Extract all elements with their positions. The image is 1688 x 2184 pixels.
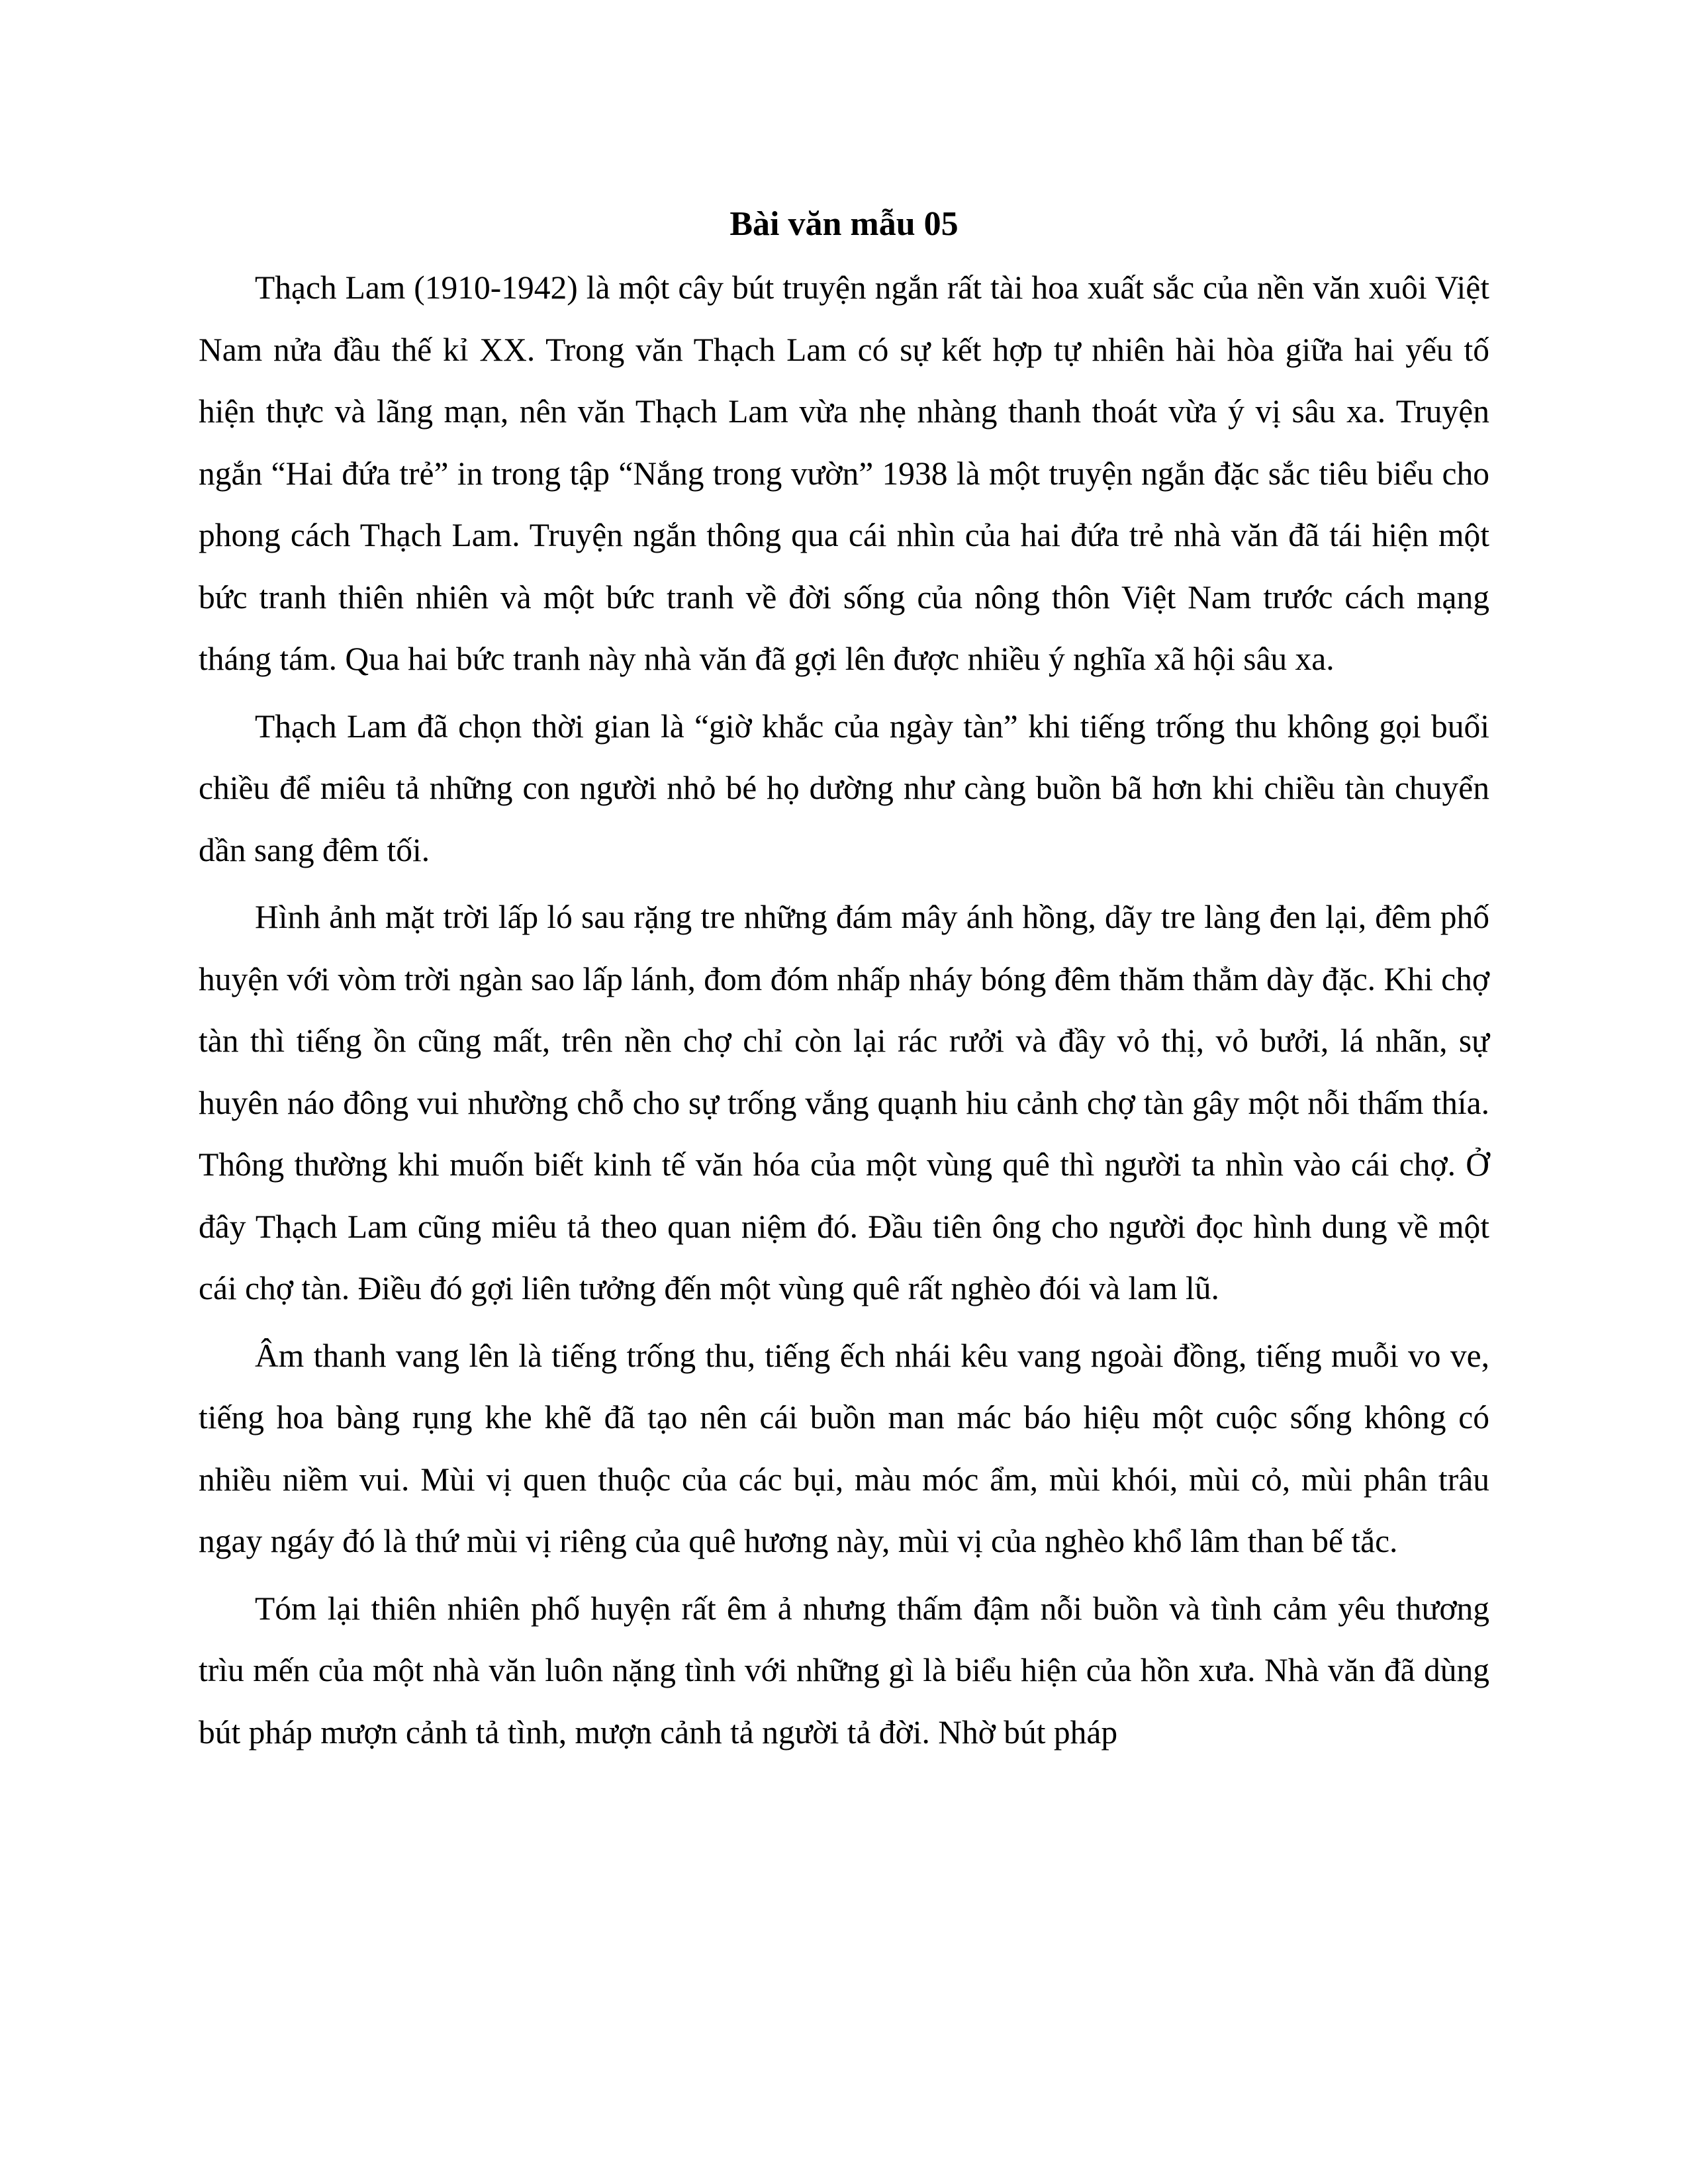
paragraph-4: Âm thanh vang lên là tiếng trống thu, tiếng ếch nhái kêu vang ngoài đồng, tiếng muỗi vo ve, tiếng hoa bàng rụng khe khẽ đã tạo nên cái buồn man mác báo hiệu một cuộc sống không có nhiều niềm vui. Mùi vị quen thuộc của các bụi, màu móc ẩm, mùi khói, mùi cỏ, mùi phân trâu ngay ngáy đó là thứ mùi vị riêng của quê hương này, mùi vị của nghèo khổ lâm than bế tắc. [199,1337,1489,1559]
paragraph-5: Tóm lại thiên nhiên phố huyện rất êm ả nhưng thấm đậm nỗi buồn và tình cảm yêu thương trìu mến của một nhà văn luôn nặng tình với những gì là biểu hiện của hồn xưa. Nhà văn đã dùng bút pháp mượn cảnh tả tình, mượn cảnh tả người tả đời. Nhờ bút pháp [199,1590,1489,1751]
paragraph-2: Thạch Lam đã chọn thời gian là “giờ khắc của ngày tàn” khi tiếng trống thu không gọi buổi chiều để miêu tả những con người nhỏ bé họ dường như càng buồn bã hơn khi chiều tàn chuyển dần sang đêm tối. [199,707,1489,868]
paragraph-1: Thạch Lam (1910-1942) là một cây bút truyện ngắn rất tài hoa xuất sắc của nền văn xuôi Việt Nam nửa đầu thế kỉ XX. Trong văn Thạch Lam có sự kết hợp tự nhiên hài hòa giữa hai yếu tố hiện thực và lãng mạn, nên văn Thạch Lam vừa nhẹ nhàng thanh thoát vừa ý vị sâu xa. Truyện ngắn “Hai đứa trẻ” in trong tập “Nắng trong vườn” 1938 là một truyện ngắn đặc sắc tiêu biểu cho phong cách Thạch Lam. Truyện ngắn thông qua cái nhìn của hai đứa trẻ nhà văn đã tái hiện một bức tranh thiên nhiên và một bức tranh về đời sống của nông thôn Việt Nam trước cách mạng tháng tám. Qua hai bức tranh này nhà văn đã gợi lên được nhiều ý nghĩa xã hội sâu xa. [199,269,1489,677]
paragraph-3: Hình ảnh mặt trời lấp ló sau rặng tre những đám mây ánh hồng, dãy tre làng đen lại, đêm phố huyện với vòm trời ngàn sao lấp lánh, đom đóm nhấp nháy bóng đêm thăm thẳm dày đặc. Khi chợ tàn thì tiếng ồn cũng mất, trên nền chợ chỉ còn lại rác rưởi và đầy vỏ thị, vỏ bưởi, lá nhãn, sự huyên náo đông vui nhường chỗ cho sự trống vắng quạnh hiu cảnh chợ tàn gây một nỗi thấm thía. Thông thường khi muốn biết kinh tế văn hóa của một vùng quê thì người ta nhìn vào cái chợ. Ở đây Thạch Lam cũng miêu tả theo quan niệm đó. Đầu tiên ông cho người đọc hình dung về một cái chợ tàn. Điều đó gợi liên tưởng đến một vùng quê rất nghèo đói và lam lũ. [199,899,1489,1306]
document-page [199,192,1489,1768]
document-title: Bài văn mẫu 05 [729,205,959,243]
